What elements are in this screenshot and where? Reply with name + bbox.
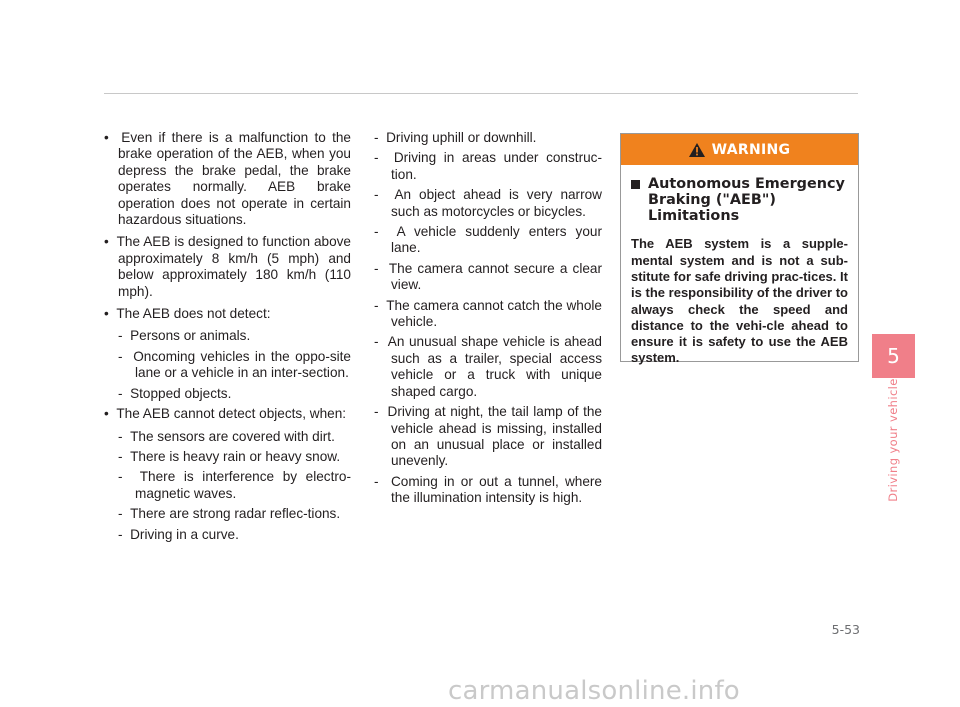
dash-item: - Oncoming vehicles in the oppo-site lane or a vehicle in an inter-section.: [118, 348, 351, 381]
warning-title: Autonomous Emergency Braking ("AEB") Limitations: [631, 177, 848, 224]
warning-body: The AEB system is a supple-mental system and is not a sub-stitute for safe driving prac-tices. It is the responsibility of the driver to always check the speed and distance to the vehi-cle ahead to ensure it is safety to use the AEB system.: [631, 236, 848, 366]
warning-triangle-icon: [689, 143, 705, 157]
dash-item: - Coming in or out a tunnel, where the illumination intensity is high.: [374, 473, 602, 506]
dash-item: - Driving at night, the tail lamp of the vehicle ahead is missing, installed on an unusual place or installed unevenly.: [374, 404, 602, 469]
dash-item: - There is interference by electro-magnetic waves.: [118, 469, 351, 501]
page-number: 5-53: [831, 622, 860, 637]
bullet-item: • Even if there is a malfunction to the brake operation of the AEB, when you depress the brake pedal, the brake operates normally. AEB brake operation does not operate in certain hazardous situations.: [104, 130, 351, 228]
chapter-tab: 5: [872, 334, 915, 378]
dash-item: - An object ahead is very narrow such as motorcycles or bicycles.: [374, 187, 602, 219]
dash-item: - A vehicle suddenly enters your lane.: [374, 224, 602, 256]
warning-box: [620, 133, 859, 366]
dash-item: - Driving in a curve.: [118, 526, 239, 542]
dash-item: - Driving in areas under construc-tion.: [374, 150, 602, 182]
dash-item: - There is heavy rain or heavy snow.: [118, 448, 341, 464]
watermark: carmanualsonline.info: [448, 676, 740, 706]
dash-item: - Driving uphill or downhill.: [374, 130, 537, 145]
dash-item: - The sensors are covered with dirt.: [118, 428, 335, 444]
top-divider: [104, 93, 858, 94]
left-column: [104, 130, 351, 547]
bullet-item: • The AEB is designed to function above approximately 8 km/h (5 mph) and below approximately 180 km/h (110 mph).: [104, 234, 351, 299]
middle-column: [374, 130, 602, 511]
warning-header: [621, 134, 858, 165]
dash-item: - The camera cannot catch the whole vehicle.: [374, 297, 602, 330]
chapter-label: Driving your vehicle: [886, 378, 900, 502]
dash-item: - Stopped objects.: [118, 385, 232, 401]
dash-item: - An unusual shape vehicle is ahead such as a trailer, special access vehicle or a truck with unique shaped cargo.: [374, 334, 602, 399]
bullet-item: • The AEB cannot detect objects, when:: [104, 406, 347, 422]
dash-item: - The camera cannot secure a clear view.: [374, 260, 602, 293]
warning-label: WARNING: [711, 141, 791, 158]
dash-item: - There are strong radar reflec-tions.: [118, 506, 341, 522]
bullet-item: • The AEB does not detect:: [104, 306, 271, 322]
dash-item: - Persons or animals.: [118, 328, 251, 344]
square-bullet-icon: [631, 180, 640, 189]
